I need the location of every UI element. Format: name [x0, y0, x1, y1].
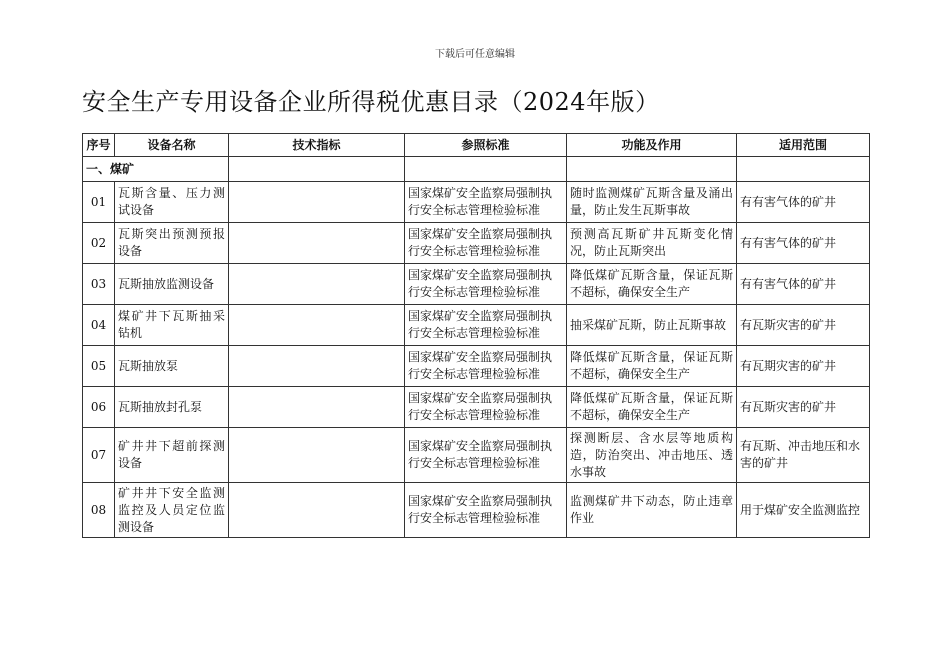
technical-spec	[229, 182, 405, 223]
reference-standard: 国家煤矿安全监察局强制执行安全标志管理检验标准	[405, 305, 567, 346]
table-row	[83, 387, 870, 428]
applicable-scope: 用于煤矿安全监测监控	[737, 483, 870, 538]
header-index: 序号	[83, 134, 115, 157]
row-number: 03	[83, 264, 115, 305]
function-description: 监测煤矿井下动态，防止违章作业	[567, 483, 737, 538]
table-row	[83, 223, 870, 264]
equipment-name: 瓦斯抽放封孔泵	[115, 387, 229, 428]
document-title: 安全生产专用设备企业所得税优惠目录（2024年版）	[82, 88, 660, 116]
equipment-name: 煤矿井下瓦斯抽采钻机	[115, 305, 229, 346]
row-number: 04	[83, 305, 115, 346]
equipment-name: 矿井井下安全监测监控及人员定位监测设备	[115, 483, 229, 538]
technical-spec	[229, 387, 405, 428]
section-empty-cell	[405, 157, 567, 182]
reference-standard: 国家煤矿安全监察局强制执行安全标志管理检验标准	[405, 264, 567, 305]
table-row	[83, 182, 870, 223]
reference-standard: 国家煤矿安全监察局强制执行安全标志管理检验标准	[405, 346, 567, 387]
technical-spec	[229, 346, 405, 387]
equipment-name: 瓦斯抽放监测设备	[115, 264, 229, 305]
technical-spec	[229, 264, 405, 305]
function-description: 随时监测煤矿瓦斯含量及涌出量，防止发生瓦斯事故	[567, 182, 737, 223]
row-number: 06	[83, 387, 115, 428]
applicable-scope: 有有害气体的矿井	[737, 182, 870, 223]
table-header-row	[83, 134, 870, 157]
header-function: 功能及作用	[567, 134, 737, 157]
table-row	[83, 428, 870, 483]
equipment-name: 瓦斯突出预测预报设备	[115, 223, 229, 264]
reference-standard: 国家煤矿安全监察局强制执行安全标志管理检验标准	[405, 182, 567, 223]
equipment-name: 瓦斯抽放泵	[115, 346, 229, 387]
applicable-scope: 有有害气体的矿井	[737, 223, 870, 264]
table-row	[83, 483, 870, 538]
row-number: 07	[83, 428, 115, 483]
applicable-scope: 有瓦斯灾害的矿井	[737, 305, 870, 346]
header-equipment-name: 设备名称	[115, 134, 229, 157]
function-description: 预测高瓦斯矿井瓦斯变化情况，防止瓦斯突出	[567, 223, 737, 264]
row-number: 01	[83, 182, 115, 223]
function-description: 降低煤矿瓦斯含量，保证瓦斯不超标，确保安全生产	[567, 264, 737, 305]
equipment-catalog-table	[82, 133, 870, 538]
table-row	[83, 305, 870, 346]
table-row	[83, 264, 870, 305]
row-number: 02	[83, 223, 115, 264]
technical-spec	[229, 428, 405, 483]
section-label: 一、煤矿	[83, 157, 229, 182]
section-empty-cell	[567, 157, 737, 182]
table-row	[83, 346, 870, 387]
section-empty-cell	[229, 157, 405, 182]
reference-standard: 国家煤矿安全监察局强制执行安全标志管理检验标准	[405, 387, 567, 428]
section-row	[83, 157, 870, 182]
technical-spec	[229, 483, 405, 538]
reference-standard: 国家煤矿安全监察局强制执行安全标志管理检验标准	[405, 483, 567, 538]
technical-spec	[229, 305, 405, 346]
section-empty-cell	[737, 157, 870, 182]
function-description: 探测断层、含水层等地质构造，防治突出、冲击地压、透水事故	[567, 428, 737, 483]
function-description: 降低煤矿瓦斯含量，保证瓦斯不超标，确保安全生产	[567, 346, 737, 387]
applicable-scope: 有瓦期灾害的矿井	[737, 346, 870, 387]
function-description: 降低煤矿瓦斯含量，保证瓦斯不超标，确保安全生产	[567, 387, 737, 428]
applicable-scope: 有瓦斯、冲击地压和水害的矿井	[737, 428, 870, 483]
technical-spec	[229, 223, 405, 264]
page-header-note: 下载后可任意编辑	[435, 49, 515, 60]
applicable-scope: 有有害气体的矿井	[737, 264, 870, 305]
row-number: 05	[83, 346, 115, 387]
equipment-name: 矿井井下超前探测设备	[115, 428, 229, 483]
row-number: 08	[83, 483, 115, 538]
header-technical-spec: 技术指标	[229, 134, 405, 157]
reference-standard: 国家煤矿安全监察局强制执行安全标志管理检验标准	[405, 428, 567, 483]
equipment-name: 瓦斯含量、压力测试设备	[115, 182, 229, 223]
header-reference-standard: 参照标准	[405, 134, 567, 157]
function-description: 抽采煤矿瓦斯，防止瓦斯事故	[567, 305, 737, 346]
applicable-scope: 有瓦斯灾害的矿井	[737, 387, 870, 428]
header-scope: 适用范围	[737, 134, 870, 157]
reference-standard: 国家煤矿安全监察局强制执行安全标志管理检验标准	[405, 223, 567, 264]
